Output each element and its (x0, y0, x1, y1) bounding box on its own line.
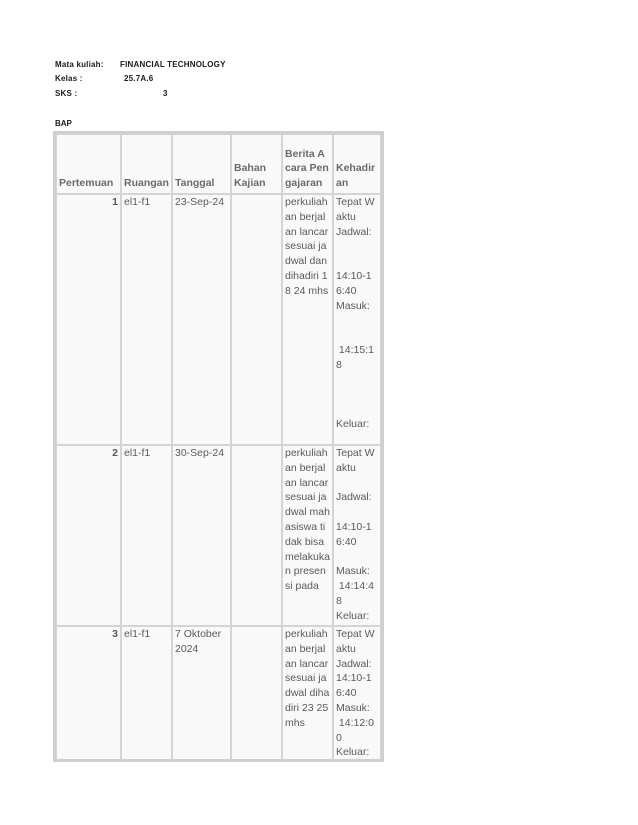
row-1-jadwal-label: Jadwal: (336, 225, 372, 238)
row-3-tanggal: 7 Oktober 2024 (172, 626, 231, 762)
header-ruangan: Ruangan (121, 134, 172, 194)
row-3-masuk-label: Masuk: (336, 701, 370, 714)
course-value: FINANCIAL TECHNOLOGY (120, 60, 226, 69)
row-3-pertemuan: 3 (56, 626, 121, 762)
row-1-ruangan: el1-f1 (121, 194, 172, 445)
row-1-status: Tepat Waktu (336, 196, 375, 223)
row-1-pertemuan: 1 (56, 194, 121, 445)
bap-table (53, 131, 384, 762)
row-2-ruangan: el1-f1 (121, 445, 172, 626)
row-2-jadwal: 14:10-16:40 (336, 520, 372, 548)
section-title: BAP (55, 119, 72, 128)
row-2-pertemuan: 2 (56, 445, 121, 626)
row-3-jadwal: 14:10-16:40 (336, 672, 372, 700)
sks-value: 3 (163, 89, 168, 98)
class-value: 25.7A.6 (124, 74, 154, 83)
class-label: Kelas : (55, 74, 83, 83)
row-3-masuk: 14:12:00 (336, 716, 374, 744)
row-2-status: Tepat Waktu (336, 447, 375, 474)
row-3-keluar (336, 761, 374, 762)
course-label: Mata kuliah: (55, 60, 104, 69)
row-3-kehadiran (333, 626, 381, 762)
header-bahan-kajian: Bahan Kajian (231, 134, 282, 194)
sks-label: SKS : (55, 89, 78, 98)
row-1-masuk: 14:15:18 (336, 343, 374, 371)
header-kehadiran: Kehadiran (333, 134, 381, 194)
header-tanggal: Tanggal (172, 134, 231, 194)
row-1-berita-acara: perkuliahan berjalan lancar sesuai jadwal dan dihadiri 18 24 mhs (282, 194, 333, 445)
row-1-bahan-kajian (231, 194, 282, 445)
row-1-jadwal: 14:10-16:40 (336, 269, 372, 297)
row-2-kehadiran (333, 445, 381, 626)
header-berita-acara: Berita Acara Pengajaran (282, 134, 333, 194)
row-3-status: Tepat Waktu (336, 628, 375, 655)
row-2-masuk-label: Masuk: (336, 565, 370, 578)
row-1-keluar-label: Keluar: (336, 417, 370, 430)
row-3-ruangan: el1-f1 (121, 626, 172, 762)
row-2-masuk: 14:14:48 (336, 580, 374, 607)
row-2-keluar-label: Keluar: (336, 609, 370, 622)
row-2-bahan-kajian (231, 445, 282, 626)
row-2-jadwal-label: Jadwal: (336, 491, 372, 504)
row-3-jadwal-label: Jadwal: (336, 657, 372, 670)
row-3-keluar-label: Keluar: (336, 746, 370, 759)
row-1-kehadiran (333, 194, 381, 445)
row-3-berita-acara: perkuliahan berjalan lancar sesuai jadwal dihadiri 23 25 mhs (282, 626, 333, 762)
row-2-berita-acara: perkuliahan berjalan lancar sesuai jadwal mahasiswa tidak bisa melakukan presensi pada (282, 445, 333, 626)
row-1-masuk-label: Masuk: (336, 299, 370, 312)
row-2-tanggal: 30-Sep-24 (172, 445, 231, 626)
row-1-tanggal: 23-Sep-24 (172, 194, 231, 445)
row-3-bahan-kajian (231, 626, 282, 762)
header-pertemuan: Pertemuan (56, 134, 121, 194)
